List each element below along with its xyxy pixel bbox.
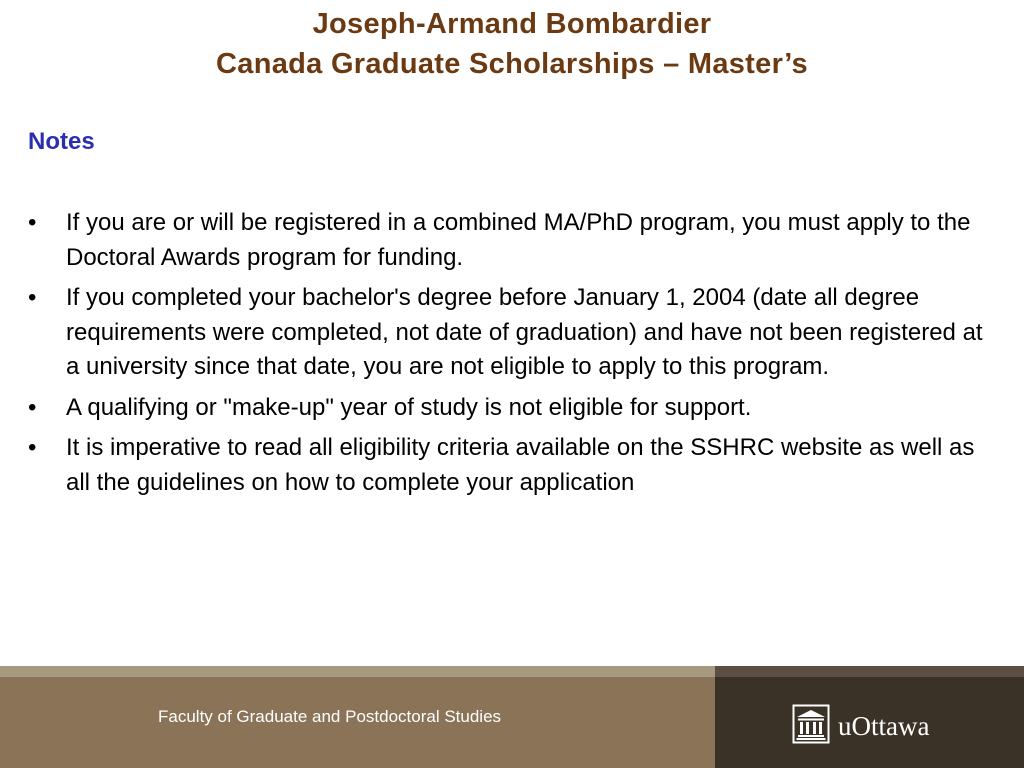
bullet-icon: • — [28, 284, 37, 311]
uottawa-logo: uOttawa — [838, 711, 930, 741]
faculty-name: Faculty of Graduate and Postdoctoral Studies — [158, 707, 502, 726]
list-item — [28, 206, 998, 275]
title-line-2: Canada Graduate Scholarships – Master’s — [216, 48, 808, 80]
notes-heading: Notes — [28, 128, 95, 155]
bullet-text: It is imperative to read all eligibility criteria available on the SSHRC website as well as all the guidelines on how to complete your application — [66, 434, 975, 496]
list-item — [28, 281, 998, 385]
list-item — [28, 431, 998, 500]
bullet-text: If you are or will be registered in a combined MA/PhD program, you must apply to the Doctoral Awards program for funding. — [66, 209, 971, 271]
notes-list — [28, 206, 998, 506]
bullet-icon: • — [28, 209, 37, 236]
bullet-text: A qualifying or "make-up" year of study is not eligible for support. — [66, 393, 752, 421]
list-item — [28, 391, 998, 426]
footer-left-band — [0, 666, 715, 677]
title-line-1: Joseph-Armand Bombardier — [312, 8, 712, 40]
footer-right-band — [715, 666, 1024, 677]
bullet-icon: • — [28, 434, 37, 461]
bullet-text: If you completed your bachelor's degree before January 1, 2004 (date all degree requirements were completed, not date of graduation) and have not been registered at a university since that date, you are not eligible to apply to this program. — [66, 284, 983, 380]
building-columns-icon — [792, 704, 830, 744]
bullet-icon: • — [28, 393, 37, 421]
slide-title — [0, 4, 1024, 84]
